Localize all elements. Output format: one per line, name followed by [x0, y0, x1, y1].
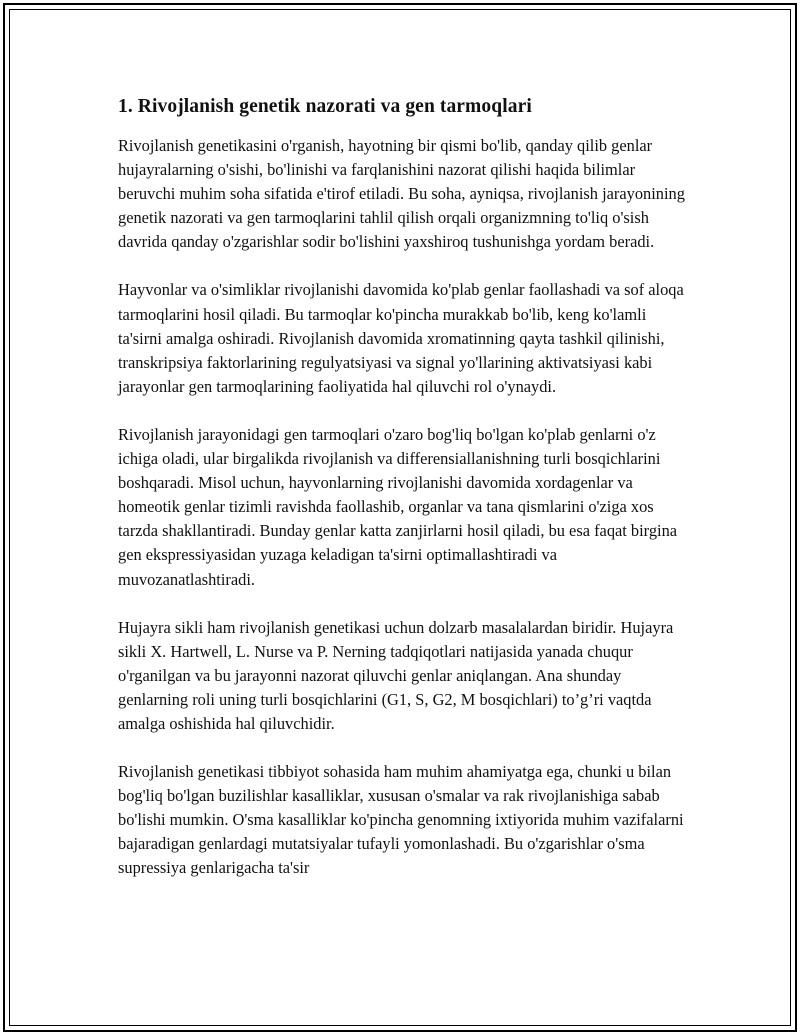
paragraph-1: Rivojlanish genetikasini o'rganish, hayotning bir qismi bo'lib, qanday qilib genlar hujayralarning o'sishi, bo'linishi va farqlanishini nazorat qilishi haqida bilimlar beruvchi muhim soha sifatida e'tirof etiladi. Bu soha, ayniqsa, rivojlanish jarayonining genetik nazorati va gen tarmoqlarini tahlil qilish orqali organizmning to'liq o'sish davrida qanday o'zgarishlar sodir bo'lishini yaxshiroq tushunishga yordam beradi.	[118, 136, 685, 252]
paragraph-4: Hujayra sikli ham rivojlanish genetikasi uchun dolzarb masalalardan biridir. Hujayra sikli X. Hartwell, L. Nurse va P. Nerning tadqiqotlari natijasida yanada chuqur o'rganilgan va bu jarayonni nazorat qiluvchi genlar aniqlangan. Ana shunday genlarning roli uning turli bosqichlarini (G1, S, G2, M bosqichlari) to’g’ri vaqtda amalga oshishida hal qiluvchidir.	[118, 617, 674, 733]
document-body	[118, 94, 693, 905]
paragraph-2: Hayvonlar va o'simliklar rivojlanishi davomida ko'plab genlar faollashadi va sof aloqa tarmoqlarini hosil qiladi. Bu tarmoqlar ko'pincha murakkab bo'lib, keng ko'lamli ta'sirni amalga oshiradi. Rivojlanish davomida xromatinning qayta tashkil qilinishi, transkripsiya faktorlarining regulyatsiyasi va signal yo'llarining aktivatsiyasi kabi jarayonlar gen tarmoqlarining faoliyatida hal qiluvchi rol o'ynaydi.	[118, 280, 684, 396]
paragraph-5: Rivojlanish genetikasi tibbiyot sohasida ham muhim ahamiyatga ega, chunki u bilan bog'liq bo'lgan buzilishlar kasalliklar, xususan o'smalar va rak rivojlanishiga sabab bo'lishi mumkin. O'sma kasalliklar ko'pincha genomning ixtiyorida muhim vazifalarni bajaradigan genlardagi mutatsiyalar tufayli yomonlashadi. Bu o'zgarishlar o'sma supressiya genlarigacha ta'sir	[118, 762, 684, 878]
section-heading: 1. Rivojlanish genetik nazorati va gen tarmoqlari	[118, 96, 532, 117]
paragraph-3: Rivojlanish jarayonidagi gen tarmoqlari o'zaro bog'liq bo'lgan ko'plab genlarni o'z ichiga oladi, ular birgalikda rivojlanish va differensiallanishning turli bosqichlarini boshqaradi. Misol uchun, hayvonlarning rivojlanishi davomida xordagenlar va homeotik genlar tizimli ravishda faollashib, organlar va tana qismlarini o'ziga xos tarzda shakllantiradi. Bunday genlar katta zanjirlarni hosil qiladi, bu esa faqat birgina gen ekspressiyasidan yuzaga keladigan ta'sirni optimallashtiradi va muvozanatlashtiradi.	[118, 424, 678, 589]
